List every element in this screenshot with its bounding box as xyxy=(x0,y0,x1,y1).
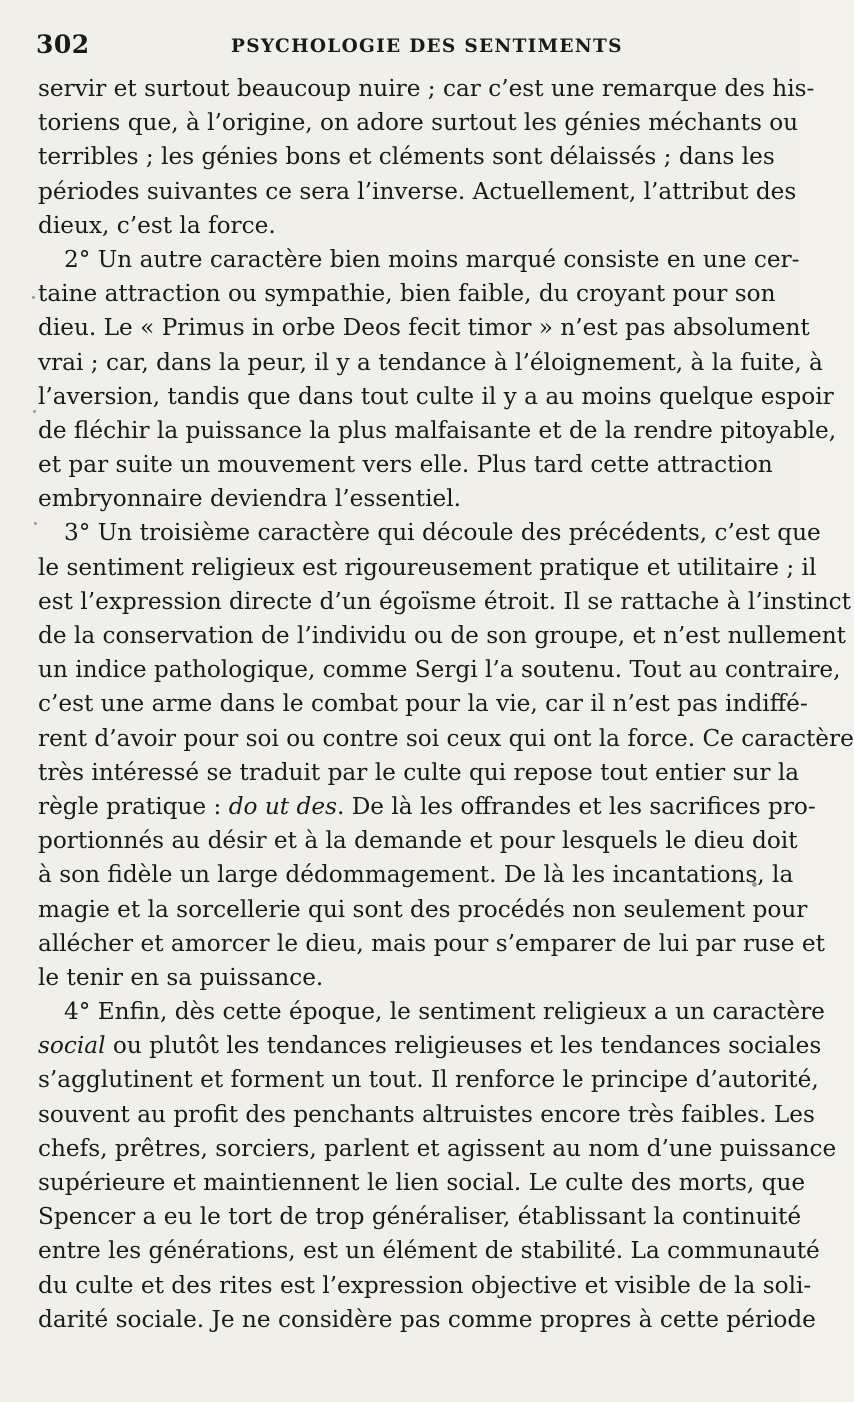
text-line: vrai ; car, dans la peur, il y a tendance à l’éloignement, à la fuite, à xyxy=(38,348,823,376)
text-line: toriens que, à l’origine, on adore surtout les génies méchants ou xyxy=(38,109,799,137)
ink-speck xyxy=(33,410,36,413)
italic-phrase: do ut des xyxy=(228,792,337,820)
text-line: 2° Un autre caractère bien moins marqué consiste en une cer- xyxy=(64,245,800,273)
text-line: est l’expression directe d’un égoïsme étroit. Il se rattache à l’instinct xyxy=(38,587,851,615)
ink-speck xyxy=(752,882,757,887)
text-line: un indice pathologique, comme Sergi l’a soutenu. Tout au contraire, xyxy=(38,656,841,684)
text-line-mixed xyxy=(38,1029,822,1063)
text-line: périodes suivantes ce sera l’inverse. Actuellement, l’attribut des xyxy=(38,177,797,205)
ink-speck xyxy=(32,296,35,299)
text-line: dieux, c’est la force. xyxy=(38,211,276,239)
text-line: Spencer a eu le tort de trop généraliser, établissant la continuité xyxy=(38,1203,802,1231)
text-segment: . De là les offrandes et les sacrifices pro- xyxy=(336,792,816,820)
text-line-mixed xyxy=(38,790,816,824)
text-line: de fléchir la puissance la plus malfaisante et de la rendre pitoyable, xyxy=(38,416,837,444)
text-line: le tenir en sa puissance. xyxy=(38,963,324,991)
text-line: servir et surtout beaucoup nuire ; car c’est une remarque des his- xyxy=(38,75,815,102)
text-line: rent d’avoir pour soi ou contre soi ceux qui ont la force. Ce caractère xyxy=(38,724,854,752)
text-line: le sentiment religieux est rigoureusement pratique et utilitaire ; il xyxy=(38,553,817,581)
text-line: s’agglutinent et forment un tout. Il renforce le principe d’autorité, xyxy=(38,1066,819,1094)
text-line: de la conservation de l’individu ou de son groupe, et n’est nullement xyxy=(38,622,846,649)
text-line: très intéressé se traduit par le culte qui repose tout entier sur la xyxy=(38,758,800,786)
text-line: 3° Un troisième caractère qui découle des précédents, c’est que xyxy=(64,519,821,547)
text-line: à son fidèle un large dédommagement. De là les incantations, la xyxy=(38,861,794,889)
text-line: 4° Enfin, dès cette époque, le sentiment religieux a un caractère xyxy=(64,998,825,1026)
text-line: magie et la sorcellerie qui sont des procédés non seulement pour xyxy=(38,895,808,923)
text-line: l’aversion, tandis que dans tout culte il y a au moins quelque espoir xyxy=(38,382,834,410)
text-line: supérieure et maintiennent le lien social. Le culte des morts, que xyxy=(38,1169,806,1196)
page-number: 302 xyxy=(36,30,90,59)
text-line: taine attraction ou sympathie, bien faible, du croyant pour son xyxy=(38,280,776,308)
ink-speck xyxy=(34,522,37,525)
text-line: terribles ; les génies bons et cléments sont délaissés ; dans les xyxy=(38,143,775,171)
text-segment: règle pratique : xyxy=(38,792,229,820)
text-line: et par suite un mouvement vers elle. Plus tard cette attraction xyxy=(38,451,773,479)
text-line: c’est une arme dans le combat pour la vie, car il n’est pas indiffé- xyxy=(38,690,808,718)
text-line: souvent au profit des penchants altruistes encore très faibles. Les xyxy=(38,1100,815,1128)
text-line: dieu. Le « Primus in orbe Deos fecit timor » n’est pas absolument xyxy=(38,314,810,342)
text-line: allécher et amorcer le dieu, mais pour s’emparer de lui par ruse et xyxy=(38,929,825,957)
page-header xyxy=(36,30,760,66)
running-head: PSYCHOLOGIE DES SENTIMENTS xyxy=(231,36,623,57)
text-line: darité sociale. Je ne considère pas comme propres à cette période xyxy=(38,1305,816,1333)
body-text xyxy=(38,72,854,1337)
text-line: embryonnaire deviendra l’essentiel. xyxy=(38,485,462,513)
italic-phrase: social xyxy=(38,1032,106,1060)
text-line: entre les générations, est un élément de stabilité. La communauté xyxy=(38,1237,820,1265)
text-line: portionnés au désir et à la demande et pour lesquels le dieu doit xyxy=(38,827,798,855)
text-line: chefs, prêtres, sorciers, parlent et agissent au nom d’une puissance xyxy=(38,1134,837,1162)
text-line: du culte et des rites est l’expression objective et visible de la soli- xyxy=(38,1271,812,1299)
text-segment: ou plutôt les tendances religieuses et les tendances sociales xyxy=(105,1032,822,1060)
